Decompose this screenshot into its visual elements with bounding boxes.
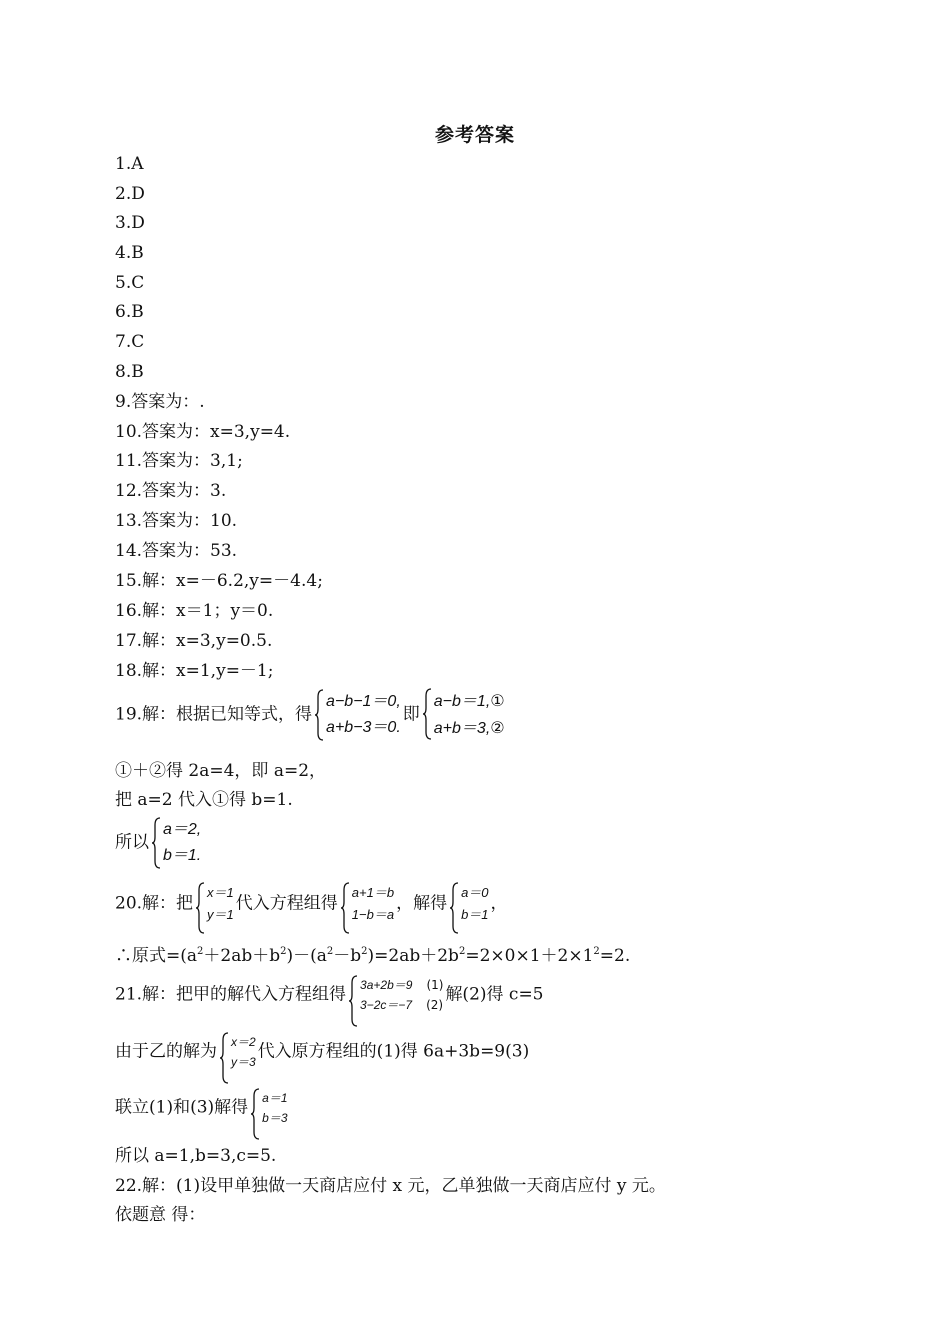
answer-14: 14.答案为：53. (115, 541, 238, 561)
equation-tag: (1) (426, 978, 444, 992)
q22-line2: 依题意 得： (115, 1205, 206, 1225)
circled-two: ② (490, 718, 505, 737)
q19-prefix: 19.解：根据已知等式，得 (115, 704, 313, 725)
answer-7: 7.C (115, 332, 145, 352)
q21-sys2-row1: x＝2 (231, 1035, 256, 1049)
brace-icon (151, 817, 161, 869)
q20-sys3-row2: b＝1 (461, 907, 489, 922)
q20-sys1-row2: y＝1 (207, 907, 234, 922)
answer-13: 13.答案为：10. (115, 511, 238, 531)
answer-11: 11.答案为：3,1; (115, 451, 243, 471)
q20-expr-part: )－(a (286, 946, 327, 966)
q19-sys2-row1: a−b＝1, (433, 693, 491, 710)
answer-3: 3.D (115, 213, 145, 233)
q21-sys3-row2: b＝3 (262, 1111, 288, 1125)
q21-line2 (115, 1032, 529, 1072)
q21-line3-prefix: 联立(1)和(3)解得 (115, 1097, 249, 1118)
q21-sys1-row2: 3−2c＝−7 (360, 998, 413, 1012)
brace-icon (195, 882, 205, 934)
q20-expr-part: －b (333, 946, 362, 966)
superscript: 2 (280, 946, 287, 957)
q19-line4-prefix: 所以 (115, 832, 149, 853)
q20-expr-part: ＋2ab＋b (203, 946, 281, 966)
brace-icon (348, 975, 358, 1027)
q19-sys1-row1: a−b−1＝0, (326, 693, 401, 710)
brace-icon (449, 882, 459, 934)
q21-system-3 (250, 1088, 287, 1128)
q20-mid2: ，解得 (396, 893, 448, 914)
brace-icon (340, 882, 350, 934)
answer-16: 16.解：x＝1；y＝0. (115, 601, 274, 621)
superscript: 2 (593, 946, 600, 957)
q19-sys3-row1: a＝2, (163, 821, 202, 838)
q19-mid: 即 (402, 704, 420, 725)
q19-line1 (115, 688, 507, 742)
q21-line2-suffix: 代入原方程组的(1)得 6a+3b=9(3) (257, 1041, 530, 1062)
brace-icon (422, 688, 432, 740)
answer-5: 5.C (115, 273, 145, 293)
q21-system-2 (219, 1032, 256, 1072)
q20-sys1-row1: x＝1 (207, 885, 234, 900)
q20-system-3 (449, 882, 488, 926)
q20-system-2 (340, 882, 394, 926)
q20-sys3-row1: a＝0 (461, 885, 489, 900)
q20-expr-part: =2×0×1＋2×1 (465, 946, 594, 966)
superscript: 2 (361, 946, 368, 957)
brace-icon (314, 689, 324, 741)
q20-expr-part: =2. (599, 946, 631, 966)
q19-system-2 (422, 688, 505, 742)
q21-sys1-row1: 3a+2b＝9 (360, 978, 413, 992)
answer-10: 10.答案为：x=3,y=4. (115, 422, 291, 442)
q19-line2: ①＋②得 2a=4，即 a=2， (115, 761, 327, 781)
answer-4: 4.B (115, 243, 144, 263)
answer-6: 6.B (115, 302, 144, 322)
q22-line1: 22.解：(1)设甲单独做一天商店应付 x 元，乙单独做一天商店应付 y 元。 (115, 1176, 666, 1196)
answer-8: 8.B (115, 362, 144, 382)
q20-prefix: 20.解：把 (115, 893, 194, 914)
answer-18: 18.解：x=1,y=－1; (115, 661, 274, 681)
answer-9: 9.答案为：. (115, 392, 205, 412)
q19-sys3-row2: b＝1. (163, 847, 202, 864)
q20-line1 (115, 882, 508, 926)
superscript: 2 (197, 946, 204, 957)
q21-prefix: 21.解：把甲的解代入方程组得 (115, 984, 347, 1005)
q20-mid1: 代入方程组得 (235, 893, 338, 914)
q21-line1 (115, 975, 544, 1015)
q21-system-1 (348, 975, 443, 1015)
q21-line3 (115, 1088, 290, 1128)
q21-sys3-row1: a＝1 (262, 1091, 288, 1105)
answer-1: 1.A (115, 154, 144, 174)
q20-system-1 (195, 882, 234, 926)
q20-line2 (115, 945, 630, 967)
q19-sys2-row2: a+b＝3, (433, 720, 491, 737)
brace-icon (219, 1032, 229, 1084)
q20-expr-part: ∴原式=(a (115, 946, 198, 966)
q20-sys2-row2: 1−b＝a (351, 907, 395, 922)
circled-one: ① (490, 691, 505, 710)
answer-2: 2.D (115, 184, 145, 204)
page-title: 参考答案 (434, 124, 515, 146)
q20-suffix: ， (490, 893, 508, 914)
q21-line4: 所以 a=1,b=3,c=5. (115, 1146, 277, 1166)
brace-icon (250, 1088, 260, 1140)
q21-suffix: 解(2)得 c=5 (445, 984, 544, 1005)
q19-sys1-row2: a+b−3＝0. (326, 719, 401, 736)
q20-sys2-row1: a+1＝b (351, 885, 395, 900)
superscript: 2 (326, 946, 334, 957)
q19-system-3 (151, 817, 201, 869)
answer-17: 17.解：x=3,y=0.5. (115, 631, 273, 651)
answer-12: 12.答案为：3. (115, 481, 227, 501)
q19-system-1 (314, 689, 401, 741)
q20-expr-part: )=2ab＋2b (367, 946, 459, 966)
answer-15: 15.解：x=－6.2,y=－4.4; (115, 571, 323, 591)
q19-line4 (115, 817, 203, 869)
q21-sys2-row2: y＝3 (231, 1055, 256, 1069)
q21-line2-prefix: 由于乙的解为 (115, 1041, 217, 1062)
superscript: 2 (458, 946, 466, 957)
equation-tag: (2) (426, 998, 444, 1012)
q19-line3: 把 a=2 代入①得 b=1. (115, 790, 293, 810)
